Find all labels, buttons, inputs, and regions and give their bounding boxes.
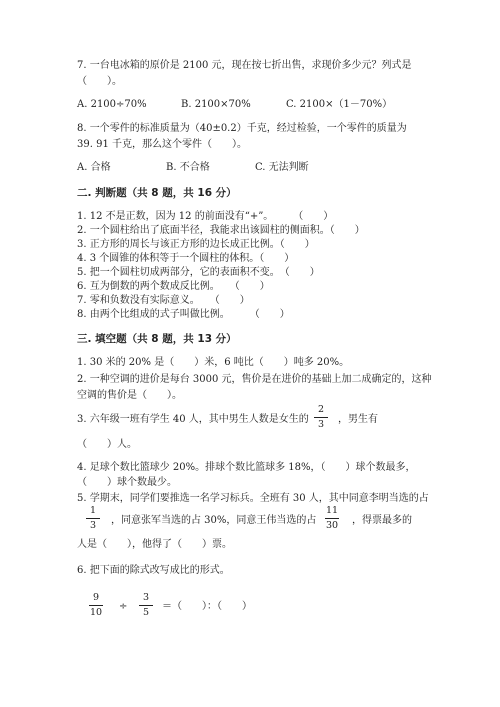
fraction-bar	[86, 518, 100, 519]
fraction-denominator: 30	[325, 519, 339, 531]
q8-line2: 39. 91 千克，那么这个零件（ ）。	[77, 139, 247, 150]
fraction-bar	[325, 518, 339, 519]
judge-item-2: 2. 一个圆柱给出了底面半径，我能求出该圆柱的侧面积。（ ）	[77, 225, 365, 236]
fill-q5-text-a: ，同意张军当选的占 30%，同意王伟当选的占	[111, 515, 317, 526]
q8-option-a: A. 合格	[77, 162, 111, 173]
q8-option-b: B. 不合格	[166, 162, 210, 173]
judge-item-6: 6. 互为倒数的两个数成反比例。 （ ）	[77, 281, 270, 292]
q7-option-b: B. 2100×70%	[181, 99, 251, 110]
fraction-bar	[139, 605, 153, 606]
division-sign: ÷	[119, 601, 128, 612]
fill-q4-line1: 4. 足球个数比篮球少 20%。排球个数比篮球多 18%，（ ）球个数最多，	[77, 462, 416, 473]
fraction-numerator: 11	[325, 505, 339, 516]
judge-item-4: 4. 3 个圆锥的体积等于一个圆柱的体积。（ ）	[77, 253, 295, 264]
fill-q5-fraction-1	[86, 505, 100, 532]
section2-heading: 二. 判断题（共 8 题，共 16 分）	[77, 187, 237, 199]
fraction-bar	[89, 605, 103, 606]
q7-option-c: C. 2100×（1－70%）	[286, 99, 393, 110]
fill-q1: 1. 30 米的 20% 是（ ）米，6 吨比（ ）吨多 20%。	[77, 357, 350, 368]
fill-q3-text-b: ，男生有	[338, 414, 378, 425]
judge-item-1: 1. 12 不是正数，因为 12 的前面没有“+”。 （ ）	[77, 211, 334, 222]
q8-option-c: C. 无法判断	[255, 162, 309, 173]
fill-q5-fraction-2	[325, 505, 339, 532]
judge-item-3: 3. 正方形的周长与该正方形的边长成正比例。（ ）	[77, 239, 315, 250]
fill-q3-fraction	[314, 404, 328, 431]
fill-q6-fraction-1	[89, 592, 103, 619]
fraction-numerator: 3	[142, 592, 150, 603]
fraction-bar	[314, 417, 328, 418]
judge-item-7: 7. 零和负数没有实际意义。 （ ）	[77, 295, 250, 306]
fraction-numerator: 2	[317, 404, 325, 415]
fill-q6-line1: 6. 把下面的除式改写成比的形式。	[77, 565, 230, 576]
q7-option-a: A. 2100÷70%	[77, 99, 147, 110]
q7-line1: 7. 一台电冰箱的原价是 2100 元，现在按七折出售，求现价多少元？列式是	[77, 60, 412, 71]
fill-q6-tail: ＝（ ）：（ ）	[162, 601, 252, 612]
fill-q5-text-b: ，得票最多的	[352, 515, 412, 526]
fraction-denominator: 3	[317, 418, 325, 430]
q7-line2: （ ）。	[77, 76, 122, 87]
fill-q5-line1: 5. 学期末，同学们要推选一名学习标兵。全班有 30 人，其中同意李明当选的占	[77, 493, 429, 504]
fraction-numerator: 9	[92, 592, 100, 603]
fraction-numerator: 1	[89, 505, 97, 516]
fraction-denominator: 5	[142, 606, 150, 618]
fill-q3-text-a: 3. 六年级一班有学生 40 人，其中男生人数是女生的	[77, 414, 309, 425]
fill-q6-fraction-2	[139, 592, 153, 619]
q8-line1: 8. 一个零件的标准质量为（40±0.2）千克，经过检验，一个零件的质量为	[77, 123, 407, 134]
judge-item-8: 8. 由两个比组成的式子叫做比例。 （ ）	[77, 309, 290, 320]
fraction-denominator: 10	[89, 606, 103, 618]
section3-heading: 三. 填空题（共 8 题，共 13 分）	[77, 333, 237, 345]
fill-q2-line2: 空调的售价是（ ）。	[77, 390, 182, 401]
fraction-denominator: 3	[89, 519, 97, 531]
fill-q3-line2: （ ）人。	[77, 439, 137, 450]
fill-q5-line3: 人是（ ），他得了（ ）票。	[77, 539, 232, 550]
fill-q4-line2: （ ）球个数最少。	[77, 477, 177, 488]
fill-q2-line1: 2. 一种空调的进价是每台 3000 元，售价是在进价的基础上加二成确定的，这种	[77, 374, 432, 385]
judge-item-5: 5. 把一个圆柱切成两部分，它的表面积不变。 （ ）	[77, 267, 320, 278]
